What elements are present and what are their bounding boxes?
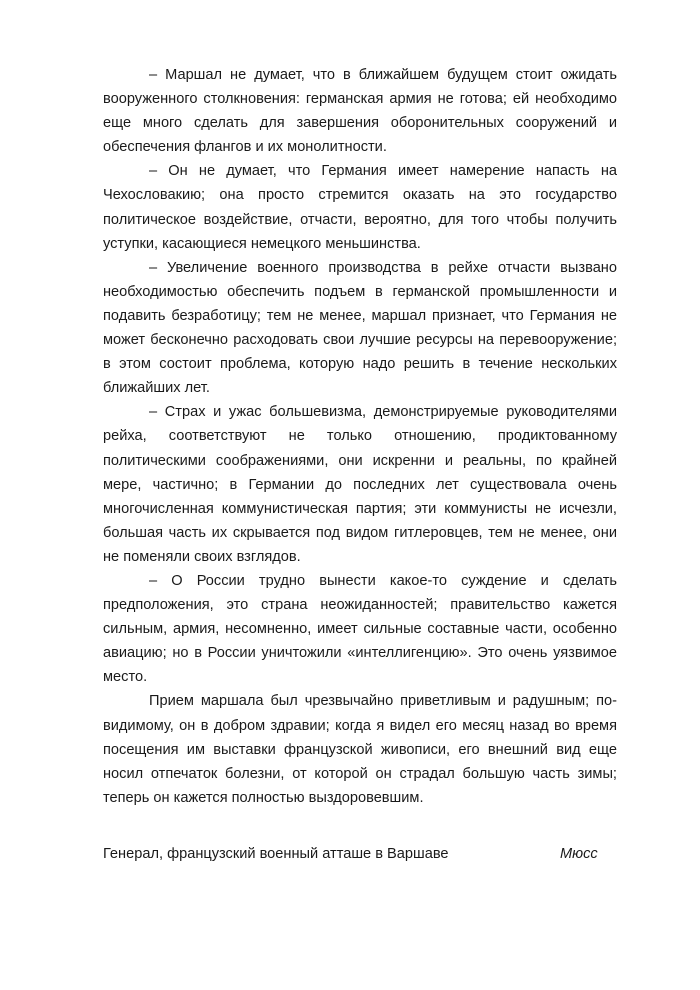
paragraph-military-production: – Увеличение военного производства в рейхе отчасти вызвано необходимостью обеспечить подъем в германской промышленности и подавить безработицу; тем не менее, маршал признает, что Германия не может бесконечно расходовать свои лучшие ресурсы на перевооружение; в этом состоит проблема, которую надо решить в течение нескольких ближайших лет. [103, 259, 617, 397]
paragraph-czechoslovakia: – Он не думает, что Германия имеет намерение напасть на Чехословакию; она просто стремится оказать на это государство политическое воздействие, отчасти, вероятно, для того чтобы получить уступки, касающиеся немецкого меньшинства. [103, 163, 617, 252]
paragraph-marshal-no-conflict: – Маршал не думает, что в ближайшем будущем стоит ожидать вооруженного столкновения: германская армия не готова; ей необходимо еще много сделать для завершения оборонительных сооружений и обеспечения флангов и их монолитности. [103, 67, 617, 156]
paragraph-reception: Прием маршала был чрезвычайно приветливым и радушным; по-видимому, он в добром здравии; когда я видел его месяц назад во время посещения им выставки французской живописи, его внешний вид еще носил отпечаток болезни, от которой он страдал большую часть зимы; теперь он кажется полностью выздоровевшим. [103, 693, 617, 806]
paragraph-bolshevism: – Страх и ужас большевизма, демонстрируемые руководителями рейха, соответствуют не только отношению, продиктованному политическими соображениями, они искренни и реальны, по крайней мере, частично; в Германии до последних лет существовала очень многочисленная коммунистическая партия; эти коммунисты не исчезли, большая часть их скрывается под видом гитлеровцев, тем не менее, они не поменяли своих взглядов. [103, 404, 617, 565]
signature-name: Мюсс [560, 846, 598, 862]
signature-title: Генерал, французский военный атташе в Варшаве [103, 846, 449, 862]
paragraph-russia: – О России трудно вынести какое-то суждение и сделать предположения, это страна неожиданностей; правительство кажется сильным, армия, несомненно, имеет сильные составные части, особенно авиацию; но в России уничтожили «интеллигенцию». Это очень уязвимое место. [103, 572, 617, 686]
document-body [103, 63, 617, 810]
